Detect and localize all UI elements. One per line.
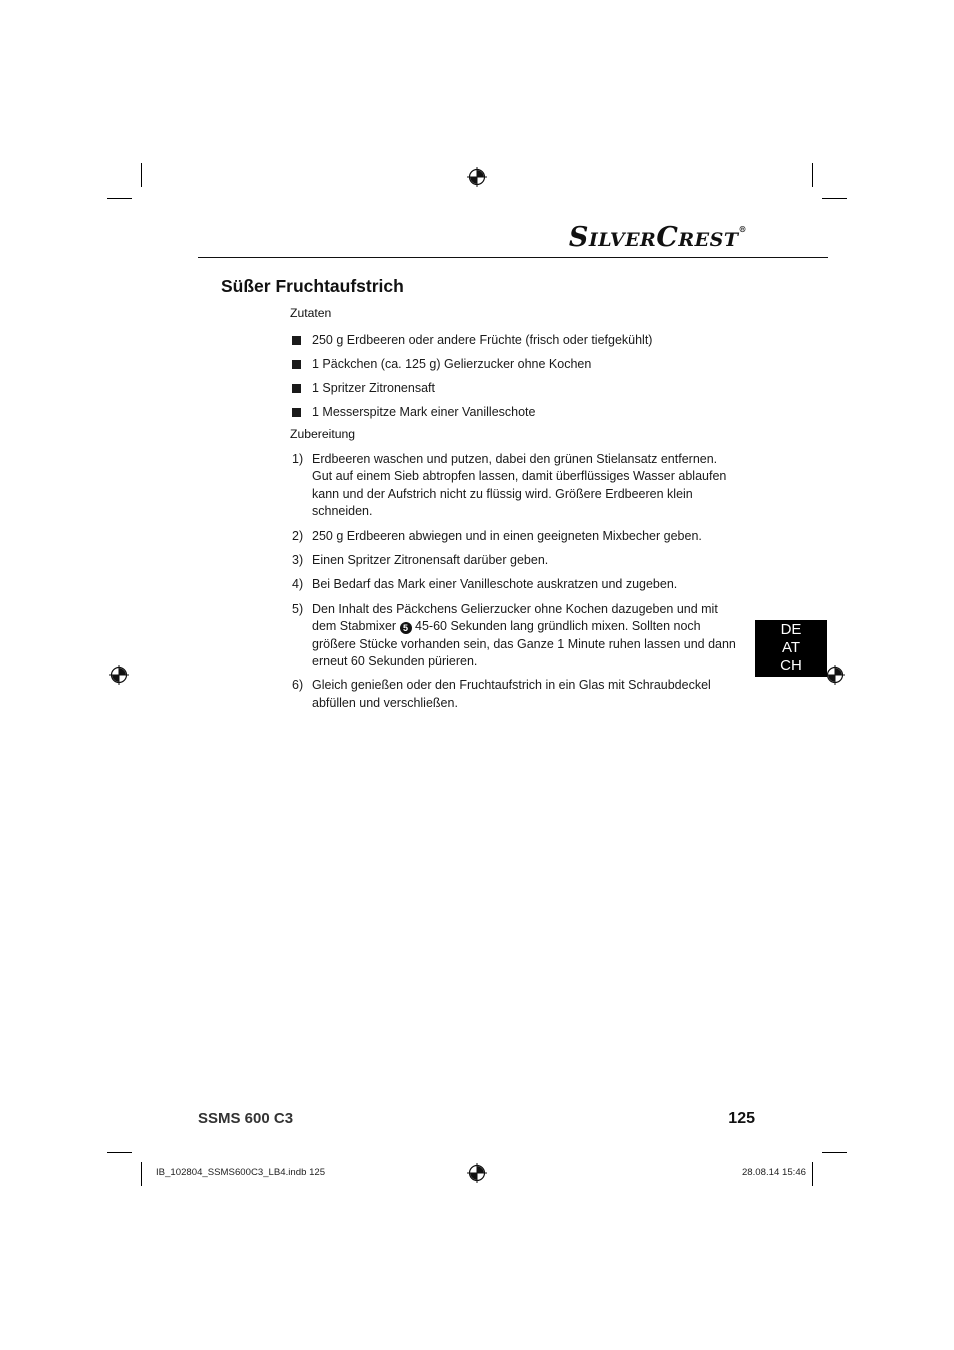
registration-mark-icon bbox=[109, 665, 129, 685]
bullet-square-icon bbox=[292, 384, 301, 393]
registration-mark-icon bbox=[467, 1163, 487, 1183]
page-number: 125 bbox=[728, 1110, 755, 1127]
crop-mark bbox=[812, 163, 813, 187]
bullet-square-icon bbox=[292, 360, 301, 369]
header-rule bbox=[198, 257, 828, 258]
brand-logo: SILVERCREST® bbox=[568, 222, 747, 253]
ingredients-heading: Zutaten bbox=[290, 306, 332, 320]
crop-mark bbox=[107, 1152, 132, 1153]
registration-mark-icon bbox=[825, 665, 845, 685]
crop-mark bbox=[822, 1152, 847, 1153]
crop-mark bbox=[822, 198, 847, 199]
crop-mark bbox=[107, 198, 132, 199]
part-reference-badge: 5 bbox=[400, 622, 412, 634]
language-tab: DE AT CH bbox=[755, 620, 827, 677]
preparation-steps bbox=[292, 451, 737, 719]
slug-date-info: 28.08.14 15:46 bbox=[741, 1167, 806, 1178]
model-number: SSMS 600 C3 bbox=[198, 1110, 294, 1127]
step-item: 2) 250 g Erdbeeren abwiegen und in einen geeigneten Mixbecher geben. bbox=[292, 528, 702, 543]
crop-mark bbox=[812, 1162, 813, 1186]
slug-file-info: IB_102804_SSMS600C3_LB4.indb 125 bbox=[156, 1167, 326, 1178]
crop-mark bbox=[141, 163, 142, 187]
bullet-square-icon bbox=[292, 336, 301, 345]
preparation-heading: Zubereitung bbox=[290, 427, 356, 441]
registration-mark-icon bbox=[467, 167, 487, 187]
step-item: 3) Einen Spritzer Zitronensaft darüber geben. bbox=[292, 553, 549, 568]
bullet-square-icon bbox=[292, 408, 301, 417]
step-item: 4) Bei Bedarf das Mark einer Vanilleschote auskratzen und zugeben. bbox=[292, 577, 678, 592]
step-item: 1) Erdbeeren waschen und putzen, dabei den grünen Stielansatz entfernen. Gut auf einem Sieb abtropfen lassen, damit überflüssiges Wasser ablaufen kann und der Aufstrich nicht zu flüssig wird. Größere Erdbeeren klein schneiden. bbox=[292, 452, 727, 519]
crop-mark bbox=[141, 1162, 142, 1186]
page-title: Süßer Fruchtaufstrich bbox=[221, 276, 404, 296]
step-item: 6) Gleich genießen oder den Fruchtaufstrich in ein Glas mit Schraubdeckel abfüllen und verschließen. bbox=[292, 678, 711, 710]
step-item: 5) Den Inhalt des Päckchens Gelierzucker ohne Kochen dazugeben und mit dem Stabmixer 5 45-60 Sekunden lang gründlich mixen. Sollten noch größere Stücke vorhanden sein, das Ganze 1 Minute ruhen lassen und dann erneut 60 Sekunden pürieren. bbox=[292, 601, 736, 669]
